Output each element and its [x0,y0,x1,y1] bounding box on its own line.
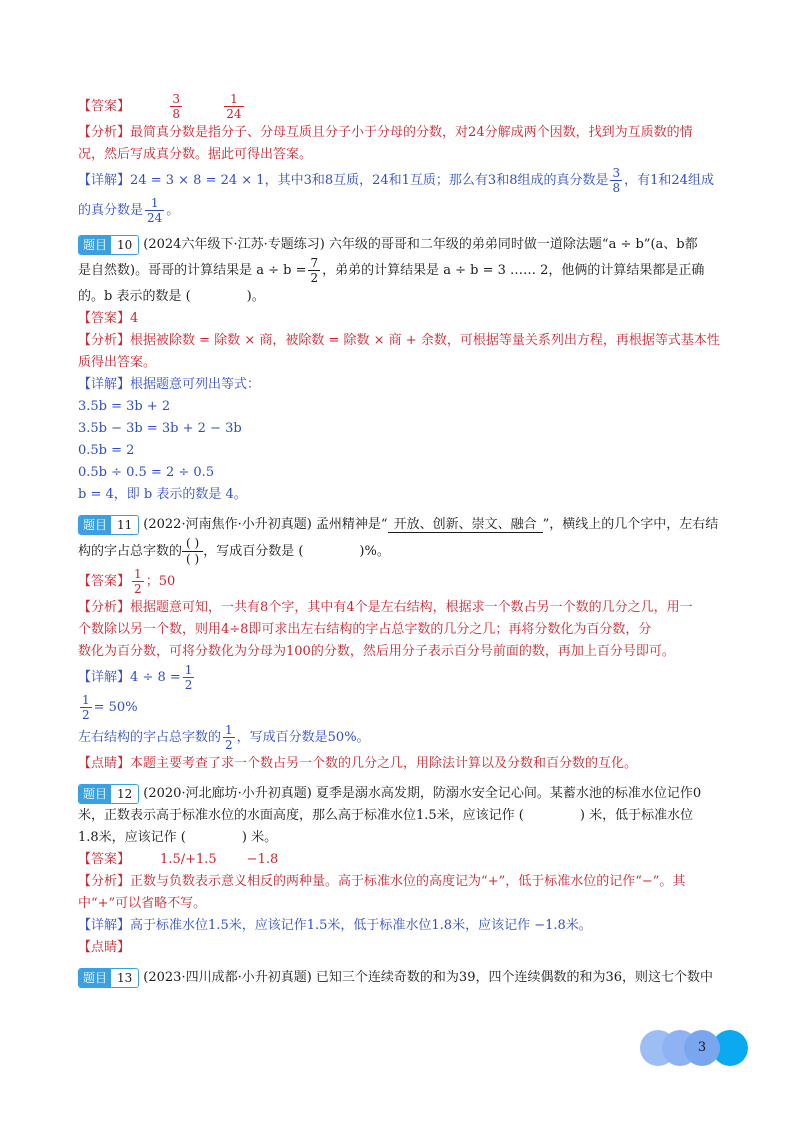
q13-text: 题目 13 (2023·四川成都·小升初真题) 已知三个连续奇数的和为39，四个连续偶数的和为36，则这七个数中 [78,967,752,989]
q11-comment: 【 点睛 】 本题主要考查了求一个数占另一个数的几分之几，用除法计算以及分数和百分数的互化。 [78,753,752,775]
q9-detail: 【 详解 】 24 = 3 × 8 = 24 × 1，其中3和8互质，24和1互质；那么有3和8组成的真分数是 $\frac{3}{8}$ ，有1和24组成 [78,166,752,196]
q12-detail: 【 详解 】 高于标准水位1.5米，应该记作1.5米，低于标准水位1.8米，应该记作 −1.8米。 [78,915,752,937]
q11-text-2: 构的字占总字数的 ( ) ( ) ，写成百分数是 ( )%。 [78,536,390,566]
page-number: 3 [684,1030,720,1066]
page-number-badge [640,1030,750,1066]
underlined-phrase: 开放、创新、崇文、融合 [388,517,543,533]
question-badge: 题目 11 [78,515,139,535]
q9-detail-frac-1: $\frac{3}{8}$ [612,166,621,195]
q10-analysis-2: 质得出答案。 [78,355,157,370]
q12-analysis-2: 中“+”可以省略不写。 [78,896,207,911]
q10-step: 3.5b = 3b + 2 [78,399,171,414]
analysis-label: 【 分析 】 [78,122,130,144]
q10-analysis: 【 分析 】 根据被除数 = 除数 × 商，被除数 = 除数 × 商 + 余数，可根据等量关系列出方程，再根据等式基本性 [78,330,752,352]
detail-label: 【 详解 】 [78,663,130,693]
q11-answer: 【 答案 】 $\frac{1}{2}$ ；50 [78,567,752,597]
q10-step: b = 4，即 b 表示的数是 4。 [78,487,247,502]
q10-step: 3.5b − 3b = 3b + 2 − 3b [78,421,242,436]
q9-detail-2: 的真分数是 $\frac{1}{24}$ 。 [78,196,180,225]
detail-label: 【 详解 】 [78,166,130,196]
q11-text: 题目 11 (2022·河南焦作·小升初真题) 孟州精神是“ 开放、创新、崇文、融合 ”，横线上的几个字中，左右结 [78,514,752,536]
q10-text: 题目 10 (2024六年级下·江苏·专题练习) 六年级的哥哥和二年级的弟弟同时做一道除法题“a ÷ b”(a、b都 [78,234,752,256]
comment-label: 【 点睛 】 [78,753,130,775]
question-badge: 题目 10 [78,235,139,255]
q12-text-3: 1.8米，应该记作 ( ) 米。 [78,830,278,845]
q9-answer-frac-1: $\frac{3}{8}$ [172,92,180,121]
q11-analysis: 【 分析 】 根据题意可知，一共有8个字，其中有4个是左右结构，根据求一个数占另一个数的几分之几，用一 [78,597,752,619]
q9-analysis: 【 分析 】 最简真分数是指分子、分母互质且分子小于分母的分数，对24分解成两个因数，找到为互质数的情 [78,122,752,144]
q10-detail: 【 详解 】 根据题意可列出等式： [78,374,752,396]
q10-step: 0.5b = 2 [78,443,135,458]
q9-analysis-2: 况，然后写成真分数。据此可得出答案。 [78,147,313,162]
answer-label: 【 答案 】 [78,308,130,330]
page-content [78,92,752,989]
q11-detail-3: 左右结构的字占总字数的 $\frac{1}{2}$ ，写成百分数是50%。 [78,723,370,752]
answer-label: 【 答案 】 [78,92,130,122]
comment-label: 【 点睛 】 [78,937,130,959]
answer-label: 【 答案 】 [78,849,130,871]
analysis-label: 【 分析 】 [78,597,130,619]
q12-answer: 【 答案 】 1.5/+1.5 −1.8 [78,849,752,871]
q12-comment [78,937,752,959]
analysis-label: 【 分析 】 [78,871,130,893]
detail-label: 【 详解 】 [78,915,130,937]
question-badge: 题目 12 [78,784,139,804]
q11-blank-frac: ( ) ( ) [182,536,203,567]
q10-text-3: 的。b 表示的数是 ( )。 [78,289,265,304]
q9-answer-frac-2: $\frac{1}{24}$ [226,92,242,121]
q10-frac: $\frac{7}{2}$ [310,256,319,285]
q10-answer: 【 答案 】 4 [78,308,752,330]
q12-analysis: 【 分析 】 正数与负数表示意义相反的两种量。高于标准水位的高度记为“+”，低于标准水位的记作“−”。其 [78,871,752,893]
q9-answer [78,92,752,122]
q11-detail-frac: $\frac{1}{2}$ [225,723,233,752]
q11-detail: 【 详解 】 4 ÷ 8 = $\frac{1}{2}$ [78,663,752,693]
q11-analysis-3: 数化为百分数，可将分数化为分母为100的分数，然后用分子表示百分号前面的数，再加上百分号即可。 [78,644,675,659]
q10-step: 0.5b ÷ 0.5 = 2 ÷ 0.5 [78,465,215,480]
q11-detail-frac: $\frac{1}{2}$ [184,663,193,692]
q12-text: 题目 12 (2020·河北廊坊·小升初真题) 夏季是溺水高发期，防溺水安全记心间。某蓄水池的标准水位记作0 [78,783,752,805]
q9-detail-frac-2: $\frac{1}{24}$ [147,196,163,225]
q11-answer-frac: $\frac{1}{2}$ [134,567,142,596]
detail-label: 【 详解 】 [78,374,130,396]
answer-label: 【 答案 】 [78,567,130,597]
q11-detail-2: $\frac{1}{2}$ = 50% [82,693,138,722]
question-badge: 题目 13 [78,968,139,988]
analysis-label: 【 分析 】 [78,330,130,352]
q10-text-2: 是自然数)。哥哥的计算结果是 a ÷ b = $\frac{7}{2}$ ，弟弟的计算结果是 a ÷ b = 3 …… 2，他俩的计算结果都是正确 [78,256,705,285]
q12-text-2: 米，正数表示高于标准水位的水面高度，那么高于标准水位1.5米，应该记作 ( ) 米，低于标准水位 [78,808,694,823]
q11-detail-frac: $\frac{1}{2}$ [82,693,90,722]
q11-analysis-2: 个数除以另一个数，则用4÷8即可求出左右结构的字占总字数的几分之几；再将分数化为百分数，分 [78,622,652,637]
